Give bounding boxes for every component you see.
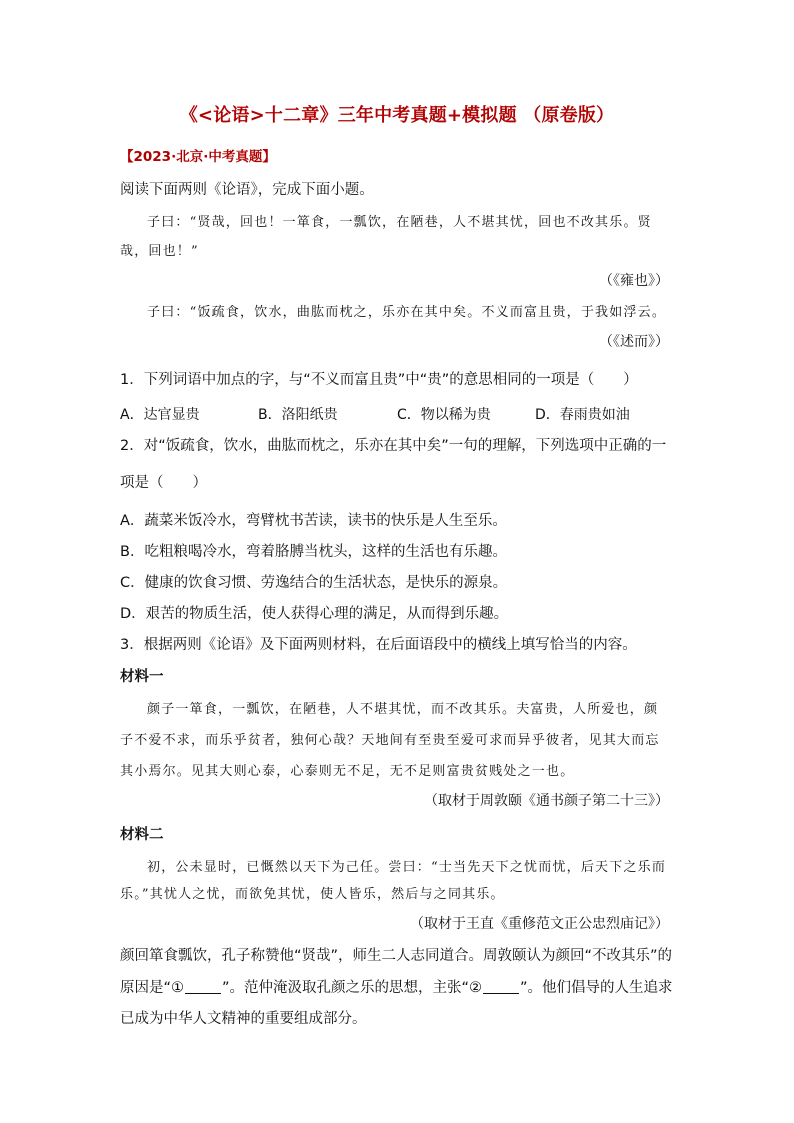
blank-2-line (483, 979, 519, 994)
material2-line1: 初，公未显时，已慨然以天下为己任。尝曰：“士当先天下之忧而忧，后天下之乐而 (147, 860, 667, 875)
question1-option-c: C．物以稀为贵 (397, 407, 491, 423)
question2-option-d: D．艰苦的物质生活，使人获得心理的满足，从而得到乐趣。 (120, 606, 509, 622)
question2-option-b: B．吃粗粮喝冷水，弯着胳膊当枕头，这样的生活也有乐趣。 (120, 544, 507, 560)
material1-line3: 其小焉尔。见其大则心泰，心泰则无不足，无不足则富贵贫贱处之一也。 (120, 764, 575, 779)
blank-2-marker: ② (469, 980, 483, 996)
question2-stem-line1: 2．对“饭疏食，饮水，曲肱而枕之，乐亦在其中矣”一句的理解，下列选项中正确的一 (120, 438, 667, 454)
question1-option-a: A．达官显贵 (120, 407, 200, 423)
fill-paragraph-line1: 颜回箪食瓢饮，孔子称赞他“贤哉”，师生二人志同道合。周敦颐认为颜回“不改其乐”的 (120, 948, 673, 964)
passage1-citation: （《雍也》） (599, 273, 669, 289)
question1-stem: 1．下列词语中加点的字，与“不义而富且贵”中“贵”的意思相同的一项是（ ） (120, 372, 638, 388)
page-title: 《<论语>十二章》三年中考真题+模拟题 （原卷版） (179, 105, 615, 126)
passage1-line1: 子曰：“贤哉，回也！一箪食，一瓢饮，在陋巷，人不堪其忧，回也不改其乐。贤 (147, 215, 652, 230)
material1-citation: （取材于周敦颐《通书颜子第二十三》） (424, 793, 669, 809)
question2-option-c: C．健康的饮食习惯、劳逸结合的生活状态，是快乐的源泉。 (120, 575, 508, 591)
blank-1-line (185, 979, 221, 994)
material1-heading: 材料一 (120, 669, 164, 685)
material2-heading: 材料二 (120, 827, 164, 843)
material2-line2: 乐。”其忧人之忧，而欲免其忧，使人皆乐，然后与之同其乐。 (120, 887, 505, 902)
exam-source-tag: 【2023·北京·中考真题】 (120, 149, 276, 165)
question1-option-b: B．洛阳纸贵 (258, 407, 338, 423)
passage2-citation: （《述而》） (599, 334, 669, 350)
material1-line1: 颜子一箪食，一瓢饮，在陋巷，人不堪其忧，而不改其乐。夫富贵，人所爱也，颜 (147, 702, 659, 717)
blank-1-marker: ① (171, 980, 185, 996)
question2-stem-line2: 项是（ ） (120, 475, 207, 491)
answer-blank-1[interactable] (171, 980, 222, 996)
question1-option-d: D．春雨贵如油 (535, 407, 630, 423)
fill-paragraph-line2 (120, 976, 673, 997)
fill-paragraph-line3: 已成为中华人文精神的重要组成部分。 (120, 1011, 367, 1027)
material1-line2: 子不爱不求，而乐乎贫者，独何心哉？天地间有至贵至爱可求而异乎彼者，见其大而忘 (120, 733, 660, 748)
passage2-line1: 子曰：“饭疏食，饮水，曲肱而枕之，乐亦在其中矣。不义而富且贵，于我如浮云。 (147, 305, 667, 320)
reading-instruction: 阅读下面两则《论语》，完成下面小题。 (120, 182, 374, 198)
fill-paragraph-text-a: 原因是“ (120, 980, 172, 996)
fill-paragraph-text-c: ”。他们倡导的人生追求 (520, 980, 673, 996)
question2-option-a: A．蔬菜米饭冷水，弯臂枕书苦读，读书的快乐是人生至乐。 (120, 513, 507, 529)
material2-citation: （取材于王直《重修范文正公忠烈庙记》） (410, 916, 669, 932)
question3-stem: 3．根据两则《论语》及下面两则材料，在后面语段中的横线上填写恰当的内容。 (120, 637, 637, 653)
passage1-line2: 哉，回也！” (120, 244, 199, 259)
answer-blank-2[interactable] (469, 980, 520, 996)
fill-paragraph-text-b: ”。范仲淹汲取孔颜之乐的思想，主张“ (222, 980, 470, 996)
